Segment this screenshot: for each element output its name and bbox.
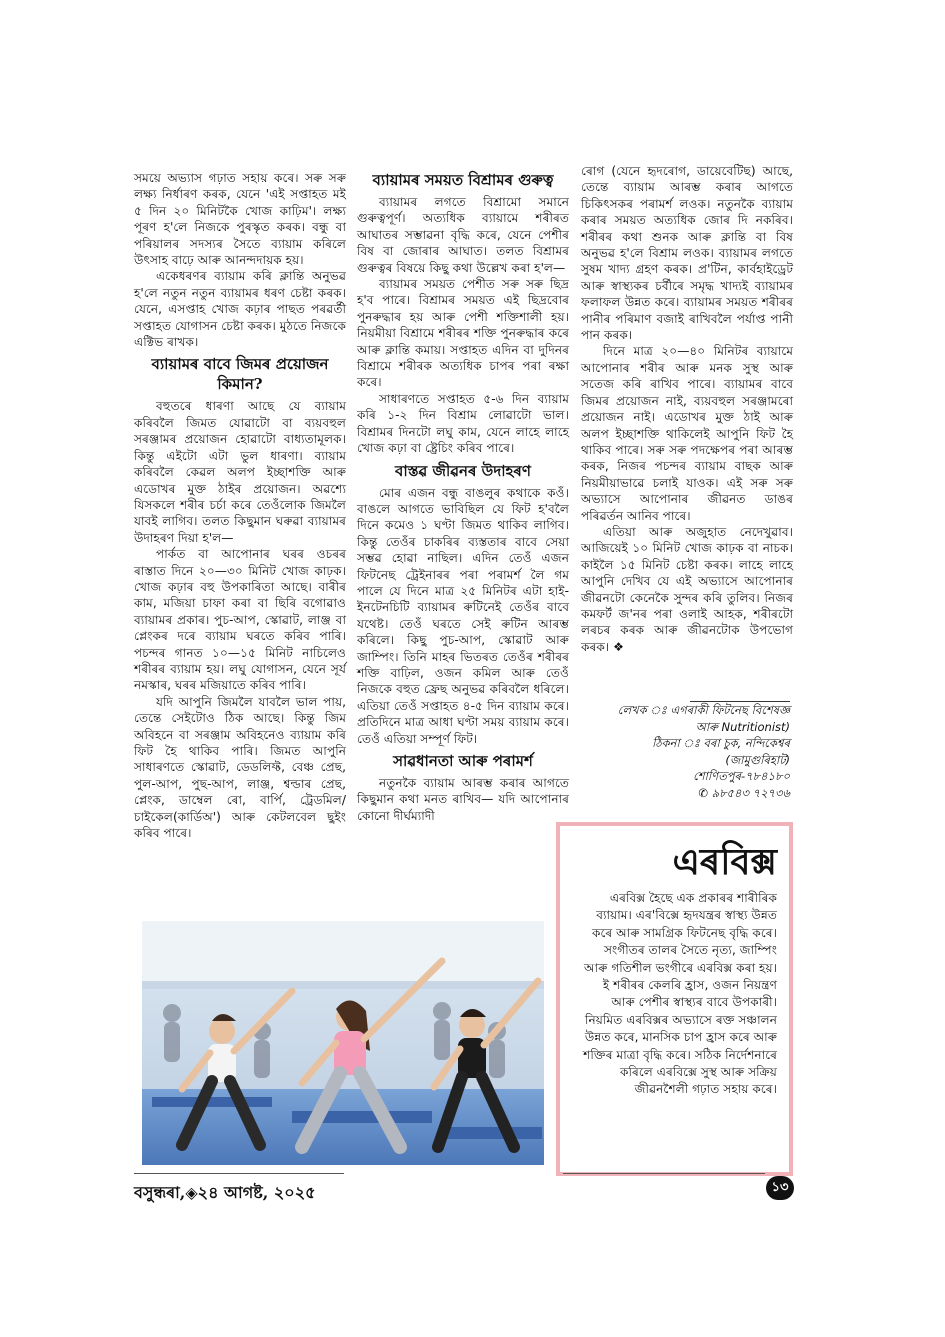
paragraph: একেধৰণৰ ব্যায়াম কৰি ক্লান্তি অনুভৱ হ'লে নতুন নতুন ব্যায়ামৰ ধৰণ চেষ্টা কৰক। যেনে, এসপ্তাহ খোজ কঢ়াৰ পাছত পৰৱৰ্তী সপ্তাহত যোগাসন চেষ্টা কৰক। মুঠতে নিজকে এক্টিভ ৰাখক। xyxy=(134,269,346,350)
footer-divider xyxy=(134,1173,344,1174)
section-heading: বাস্তৱ জীৱনৰ উদাহৰণ xyxy=(395,461,531,480)
paragraph: ব্যায়ামৰ লগতে বিশ্ৰামো সমানে গুৰুত্বপূৰ্ণ। অত্যধিক ব্যায়ামে শৰীৰত আঘাতৰ সম্ভাৱনা বৃদ্ধি কৰে, যেনে পেশীৰ বিষ বা জোৰাৰ আঘাত। তলত বিশ্ৰামৰ গুৰুত্বৰ বিষয়ে কিছু কথা উল্লেখ কৰা হ'ল— xyxy=(357,195,569,275)
credit-line: লেখক ঃ এগৰাকী ফিটনেছ বিশেষজ্ঞ xyxy=(617,703,790,717)
paragraph: পাৰ্কত বা আপোনাৰ ঘৰৰ ওচৰৰ ৰাস্তাত দিনে ২০—৩০ মিনিট খোজ কাঢ়ক। খোজ কঢ়াৰ বহু উপকাৰিতা আছে। বাৰীৰ কাম, মজিয়া চাফা কৰা বা ছিৰি বগোৱাও ব্যায়ামৰ প্ৰকাৰ। পুচ-আপ, স্কোৱাট, লাঞ্জ বা প্লেংকৰ দৰে ব্যায়াম ঘৰতে কৰিব পাৰি। পচন্দৰ গানত ১০—১৫ মিনিট নাচিলেও শৰীৰৰ ব্যায়াম হয়। লঘু যোগাসন, যেনে সূৰ্য নমস্কাৰ, ঘৰৰ মজিয়াতে কৰিব পাৰি। xyxy=(134,547,346,693)
credit-line: ✆ ৯৮৫৪৩ ৭২৭৩৬ xyxy=(698,785,790,800)
paragraph: সাধাৰণতে সপ্তাহত ৫-৬ দিন ব্যায়াম কৰি ১-২ দিন বিশ্ৰাম লোৱাটো ভাল। বিশ্ৰামৰ দিনটো লঘু কাম, যেনে লাহে লাহে খোজ কঢ়া বা ষ্ট্ৰেচিং কৰিব পাৰে। xyxy=(357,391,569,456)
article-column-3 xyxy=(581,163,793,655)
article-column-2 xyxy=(357,170,569,824)
credit-line: (জামুগুৰিহাট) xyxy=(725,752,790,767)
page-number: ১৩ xyxy=(766,1176,794,1200)
paragraph: মোৰ এজন বন্ধু বাঙলুৰ কথাকে কওঁ। বাঙলে আগতে ভাবিছিল যে ফিট হ'বলৈ দিনে কমেও ১ ঘণ্টা জিমত থাকিব লাগিব। কিন্তু তেওঁৰ চাকৰিৰ ব্যস্ততাৰ বাবে সেয়া সম্ভৱ হোৱা নাছিল। এদিন তেওঁ এজন ফিটনেছ ট্ৰেইনাৰৰ পৰা পৰামৰ্শ লৈ গম পালে যে দিনে মাত্ৰ ২৫ মিনিটৰ এটা হাই-ইনটেনচিটি ব্যায়ামৰ ৰুটিনেই তেওঁৰ বাবে যথেষ্ট। তেওঁ ঘৰতে সেই ৰুটিন আৰম্ভ কৰিলে। কিছু পুচ-আপ, স্কোৱাট আৰু জাম্পিং। তিনি মাহৰ ভিতৰত তেওঁৰ শৰীৰৰ শক্তি বাঢ়িল, ওজন কমিল আৰু তেওঁ নিজকে বহুত ফ্ৰেছ অনুভৱ কৰিবলৈ ধৰিলে। এতিয়া তেওঁ সপ্তাহত ৪-৫ দিন ব্যায়াম কৰে। প্ৰতিদিনে মাত্ৰ আধা ঘণ্টা সময় ব্যায়াম কৰে। তেওঁ এতিয়া সম্পূৰ্ণ ফিট। xyxy=(357,485,569,746)
paragraph: নতুনকৈ ব্যায়াম আৰম্ভ কৰাৰ আগতে কিছুমান কথা মনত ৰাখিব— যদি আপোনাৰ কোনো দীৰ্ঘম্যাদী xyxy=(357,776,569,823)
paragraph: সময়ে অভ্যাস গঢ়াত সহায় কৰে। সৰু সৰু লক্ষ্য নিৰ্ধাৰণ কৰক, যেনে 'এই সপ্তাহত মই ৫ দিন ২০ মিনিটকৈ খোজ কাঢ়িম'। লক্ষ্য পূৰণ হ'লে নিজকে পুৰস্কৃত কৰক। বন্ধু বা পৰিয়ালৰ সদস্যৰ সৈতে ব্যায়াম কৰিলে উৎসাহ বাঢ়ে আৰু আনন্দদায়ক হয়। xyxy=(134,171,346,268)
credit-line: শোণিতপুৰ-৭৮৪১৮০ xyxy=(693,769,790,783)
paragraph: দিনে মাত্ৰ ২০—৪০ মিনিটৰ ব্যায়ামে আপোনাৰ শৰীৰ আৰু মনক সুস্থ আৰু সতেজ কৰি ৰাখিব পাৰে। ব্যায়ামৰ বাবে জিমৰ প্ৰয়োজন নাই, ব্যয়বহুল সৰঞ্জামৰো প্ৰয়োজন নাই। এডোখৰ মুক্ত ঠাই আৰু অলপ ইচ্ছাশক্তি থাকিলেই আপুনি ফিট হৈ থাকিব পাৰে। সৰু সৰু পদক্ষেপৰ পৰা আৰম্ভ কৰক, নিজৰ পচন্দৰ ব্যায়াম বাছক আৰু নিয়মীয়াভাৱে চলাই যাওক। এই সৰু সৰু অভ্যাসে আপোনাৰ জীৱনত ডাঙৰ পৰিৱৰ্তন আনিব পাৰে। xyxy=(581,344,793,523)
paragraph: ৰোগ (যেনে হৃদৰোগ, ডায়েবেটিছ) আছে, তেন্তে ব্যায়াম আৰম্ভ কৰাৰ আগতে চিকিৎসকৰ পৰামৰ্শ লওক। নতুনকৈ ব্যায়াম কৰাৰ সময়ত অত্যধিক জোৰ দি নকৰিব। শৰীৰৰ কথা শুনক আৰু ক্লান্তি বা বিষ অনুভৱ হ'লে বিশ্ৰাম লওক। ব্যায়ামৰ লগতে সুষম খাদ্য গ্ৰহণ কৰক। প্ৰ'টিন, কাৰ্বহাইড্ৰেট আৰু স্বাস্থ্যকৰ চৰ্বীৰে সমৃদ্ধ খাদ্যই ব্যায়ামৰ ফলাফল উন্নত কৰে। ব্যায়ামৰ সময়ত শৰীৰৰ পানীৰ পৰিমাণ বজাই ৰাখিবলৈ পৰ্যাপ্ত পানী পান কৰক। xyxy=(581,164,793,343)
credit-line: ঠিকনা ঃ বৰা চুক, নন্দিকেশ্বৰ xyxy=(652,736,790,750)
box-body: এৰবিক্স হৈছে এক প্ৰকাৰৰ শাৰীৰিক ব্যায়াম। এৰ'বিক্সে হৃদযন্ত্ৰৰ স্বাস্থ্য উন্নত কৰে আৰু সামগ্ৰিক ফিটনেছ বৃদ্ধি কৰে। সংগীতৰ তালৰ সৈতে নৃত্য, জাম্পিং আৰু গতিশীল ভংগীৰে এৰবিক্স কৰা হয়। ই শৰীৰৰ কেলৰি হ্ৰাস, ওজন নিয়ন্ত্ৰণ আৰু পেশীৰ স্বাস্থ্যৰ বাবে উপকাৰী। নিয়মিত এৰবিক্সৰ অভ্যাসে ৰক্ত সঞ্চালন উন্নত কৰে, মানসিক চাপ হ্ৰাস কৰে আৰু শক্তিৰ মাত্ৰা বৃদ্ধি কৰে। সঠিক নিৰ্দেশনাৰে কৰিলে এৰবিক্সে সুস্থ আৰু সক্ৰিয় জীৱনশৈলী গঢ়াত সহায় কৰে। xyxy=(583,891,777,1097)
paragraph: ব্যায়ামৰ সময়ত পেশীত সৰু সৰু ছিদ্ৰ হ'ব পাৰে। বিশ্ৰামৰ সময়ত এই ছিদ্ৰবোৰ পুনৰুদ্ধাৰ হয় আৰু পেশী শক্তিশালী হয়। নিয়মীয়া বিশ্ৰামে শৰীৰৰ শক্তি পুনৰুদ্ধাৰ কৰে আৰু ক্লান্তি কমায়। সপ্তাহত এদিন বা দুদিনৰ বিশ্ৰামে শৰীৰক অত্যধিক চাপৰ পৰা ৰক্ষা কৰে। xyxy=(357,277,569,390)
paragraph xyxy=(581,524,793,655)
end-mark-icon: ❖ xyxy=(613,639,624,654)
box-title: এৰবিক্স xyxy=(672,841,777,883)
paragraph-text: এতিয়া আৰু অজুহাত নেদেখুৱাব। আজিয়েই ১০ মিনিট খোজ কাঢ়ক বা নাচক। কাইলৈ ১৫ মিনিট চেষ্টা কৰক। লাহে লাহে আপুনি দেখিব যে এই অভ্যাসে আপোনাৰ জীৱনটো কেনেকৈ সুন্দৰ কৰি তুলিব। নিজৰ কমফৰ্ট জ'নৰ পৰা ওলাই আহক, শৰীৰটো লৰচৰ কৰক আৰু জীৱনটোক উপভোগ কৰক। xyxy=(581,524,793,654)
section-heading: সাৱধানতা আৰু পৰামৰ্শ xyxy=(393,752,533,770)
publication-footer: বসুন্ধৰা,◈২৪ আগষ্ট, ২০২৫ xyxy=(134,1183,316,1202)
credit-line: আৰু Nutritionist) xyxy=(695,719,790,734)
paragraph: যদি আপুনি জিমলৈ যাবলৈ ভাল পায়, তেন্তে সেইটোও ঠিক আছে। কিন্তু জিম অবিহনে বা সৰঞ্জাম অবিহনেও ব্যায়াম কৰি ফিট হৈ থাকিব পাৰি। জিমত আপুনি সাধাৰণতে স্কোৱাট, ডেডলিফ্ট, বেঞ্চ প্ৰেছ, পুল-আপ, পুছ-আপ, লাঞ্জ, শ্বল্ডাৰ প্ৰেছ, প্লেংক, ডাম্বেল ৰো, বাৰ্পি, ট্ৰেডমিল/চাইকেল(কাৰ্ডিঅ') আৰু কেটলবেল ছুইং কৰিব পাৰে। xyxy=(134,694,346,841)
aerobics-sidebar-box xyxy=(556,822,793,1176)
article-column-1 xyxy=(134,170,346,841)
paragraph: বহুতৰে ধাৰণা আছে যে ব্যায়াম কৰিবলৈ জিমত যোৱাটো বা ব্যয়বহুল সৰঞ্জামৰ প্ৰয়োজন হোৱাটো বাধ্যতামূলক। কিন্তু এইটো এটা ভুল ধাৰণা। ব্যায়াম কৰিবলৈ কেৱল অলপ ইচ্ছাশক্তি আৰু এডোখৰ মুক্ত ঠাইৰ প্ৰয়োজন। অৱশ্যে যিসকলে শৰীৰ চৰ্চা কৰে তেওঁলোক জিমলৈ যাবই লাগিব। তলত কিছুমান ঘৰুৱা ব্যায়ামৰ উদাহৰণ দিয়া হ'ল— xyxy=(134,399,346,545)
section-heading: ব্যায়ামৰ সময়ত বিশ্ৰামৰ গুৰুত্ব xyxy=(372,171,554,189)
footer-divider-right xyxy=(563,1173,765,1174)
aerobics-class-photo xyxy=(142,921,544,1165)
section-heading: ব্যায়ামৰ বাবে জিমৰ প্ৰয়োজন কিমান? xyxy=(151,355,329,394)
author-credit xyxy=(590,702,790,801)
